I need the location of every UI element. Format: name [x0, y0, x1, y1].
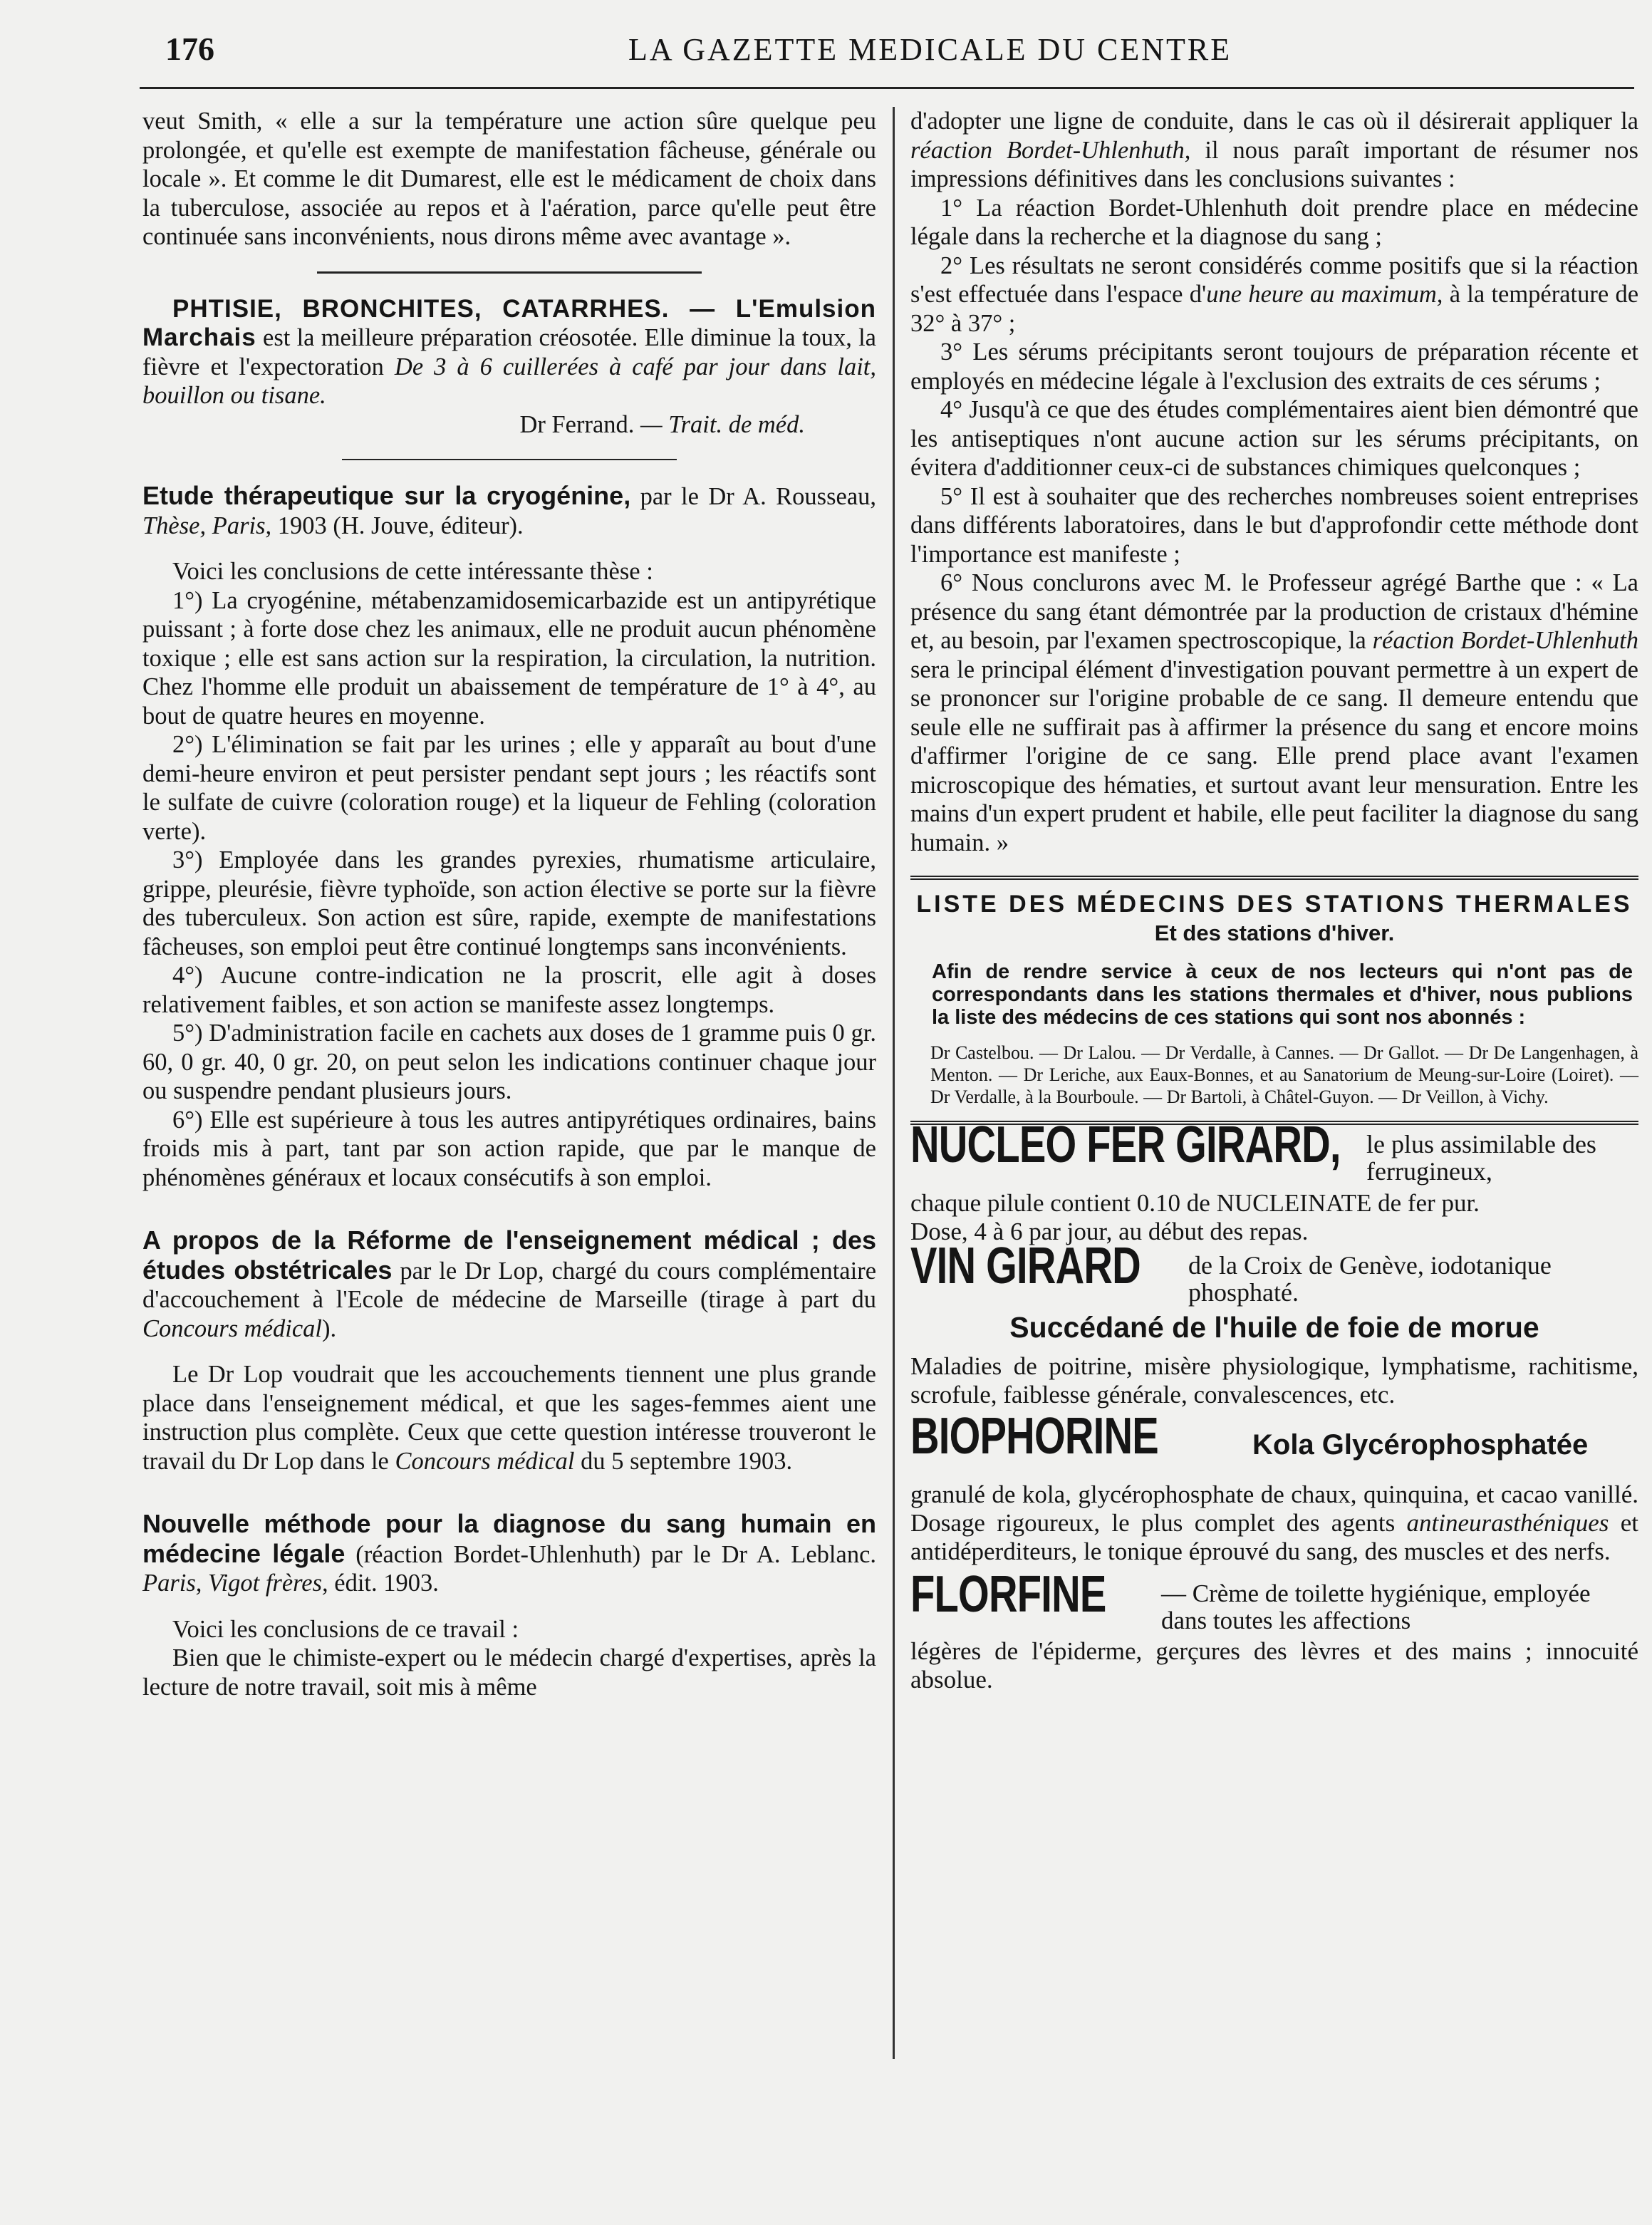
c2-a: 2° Les résultats ne seront considérés comme positifs que si la réaction s'est effectuée dans l'espace d' [910, 251, 1638, 308]
header-rule [140, 87, 1634, 89]
section-rule [910, 876, 1638, 880]
sang-by: (réaction Bordet-Uhlenhuth) par le Dr A. Leblanc. [355, 1540, 877, 1568]
c6-italic: réaction Bordet-Uhlenhuth [1372, 627, 1638, 654]
sang-title: Nouvelle méthode pour la diagnose du sang humain en médecine légale [142, 1509, 876, 1568]
running-title: LA GAZETTE MEDICALE DU CENTRE [628, 32, 1232, 67]
article-sang-heading [142, 1510, 876, 1598]
cryo-point-4: 4°) Aucune contre-indication ne la proscrit, elle agit à doses relativement faibles, et son action se manifeste assez longtemps. [142, 962, 876, 1018]
liste-intro: Afin de rendre service à ceux de nos lecteurs qui n'ont pas de correspondants dans les stations thermales et d'hiver, nous publions la liste des médecins de ces stations qui sont nos abonnés : [932, 960, 1633, 1029]
bio-text-b: et antidéperditeurs, le tonique éprouvé du sang, des muscles et des nerfs. [910, 1508, 1639, 1565]
column-divider [893, 107, 895, 2059]
cryo-point-1: 1°) La cryogénine, métabenzamidosemicarbazide est un antipyrétique puissant ; à forte dose chez les animaux, elle ne produit aucun phénomène toxique ; elle est sans action sur la respiration, la circulation, la nutrition. Chez l'homme elle produit un abaissement de température de 1° à 4°, au bout de quatre heures en moyenne. [142, 586, 876, 730]
sang-cont-a: d'adopter une ligne de conduite, dans le cas où il désirerait appliquer la [910, 108, 1638, 135]
ad-vin-girard [910, 1238, 1638, 1409]
bio-text-italic: antineurasthéniques [1406, 1508, 1609, 1537]
flo-side: — Crème de toilette hygiénique, employée dans toutes les affections [1161, 1579, 1591, 1634]
reforme-p1-end: du 5 septembre 1903. [581, 1447, 793, 1475]
nucleo-name: NUCLEO FER GIRARD, [910, 1116, 1341, 1173]
cryo-point-2: 2°) L'élimination se fait par les urines ; elle y apparaît au bout d'une demi-heure environ et peut persister pendant sept jours ; les réactifs sont le sulfate de cuivre (coloration rouge) et la liqueur de Fehling (coloration verte). [142, 731, 876, 845]
sang-pub: Paris, Vigot frères, [142, 1570, 328, 1597]
flo-name: FLORFINE [910, 1565, 1106, 1623]
reforme-end: ). [322, 1314, 337, 1342]
paragraph-intro: veut Smith, « elle a sur la température une action sûre quelque peu prolongée, et qu'elle est exempte de manifestation fâcheuse, générale ou locale ». Et comme le dit Dumarest, elle est le médicament de choix dans la tuberculose, associée au repos et à l'aération, parce qu'elle peut être continuée sans inconvénients, nous dirons même avec avantage ». [142, 108, 876, 250]
left-column [142, 107, 876, 1701]
sang-conclusion-3: 3° Les sérums précipitants seront toujours de préparation récente et employés en médecine légale à l'exclusion des extraits de ces sérums ; [910, 338, 1638, 395]
cryo-pub: 1903 (H. Jouve, éditeur). [277, 512, 524, 539]
cryo-intro: Voici les conclusions de cette intéressante thèse : [172, 558, 653, 585]
article-reforme-heading [142, 1226, 876, 1343]
reforme-title: A propos de la Réforme de l'enseignement médical ; des études obstétricales [142, 1225, 876, 1285]
liste-subtitle: Et des stations d'hiver. [1154, 920, 1395, 945]
sang-conclusion-4: 4° Jusqu'à ce que des études complémentaires aient bien démontré que les antiseptiques n'ont aucune action sur les sérums précipitants, on évitera d'additionner ceux-ci de substances chimiques quelconques ; [910, 396, 1638, 481]
vin-side: de la Croix de Genève, iodotanique phosphaté. [1188, 1251, 1552, 1307]
sang-cont-b: il nous paraît important de résumer nos impressions définitives dans les conclusions suivantes : [910, 136, 1638, 192]
ad-biophorine [910, 1407, 1639, 1566]
reforme-p1: Le Dr Lop voudrait que les accouchements tiennent une plus grande place dans l'enseignement médical, et que les sages-femmes aient une instruction plus complète. Ceux que cette question intéresse trouveront le travail du Dr Lop dans le [142, 1361, 876, 1475]
right-column [910, 107, 1638, 1694]
sang-conclusion-2 [910, 251, 1638, 338]
section-separator [317, 271, 702, 274]
phtisie-title: PHTISIE, BRONCHITES, CATARRHES. — L'Emulsion Marchais [142, 294, 876, 351]
sang-intro: Voici les conclusions de ce travail : [172, 1615, 519, 1643]
reforme-by: par le Dr Lop, chargé du cours complémentaire d'accouchement à l'Ecole de médecine de Marseille (tirage à part du [142, 1257, 877, 1313]
cryo-point-5: 5°) D'administration facile en cachets aux doses de 1 gramme puis 0 gr. 60, 0 gr. 40, 0 gr. 20, on peut selon les indications continuer chaque jour ou suspendre pendant plusieurs jours. [142, 1020, 876, 1104]
vin-text: Maladies de poitrine, misère physiologique, lymphatisme, rachitisme, scrofule, faiblesse générale, convalescences, etc. [910, 1352, 1638, 1409]
section-separator [342, 459, 677, 460]
ad-florfine [910, 1565, 1638, 1694]
page-header [165, 30, 1640, 77]
article-cryogenine-heading [142, 482, 876, 540]
bio-text-a: granulé de kola, glycérophosphate de chaux, quinquina, et cacao vanillé. Dosage rigoureux, le plus complet des agents [910, 1480, 1638, 1537]
flo-text: légères de l'épiderme, gerçures des lèvres et des mains ; innocuité absolue. [910, 1637, 1638, 1694]
reforme-source: Concours médical [142, 1314, 323, 1342]
bio-text [910, 1480, 1638, 1566]
reforme-p1-source: Concours médical [395, 1447, 575, 1475]
sang-conclusion-5: 5° Il est à souhaiter que des recherches nombreuses soient entreprises dans différents laboratoires, dans le but d'approfondir cette méthode dont l'importance est manifeste ; [910, 482, 1638, 568]
phtisie-sig-ref: — Trait. de méd. [640, 410, 805, 438]
vin-subtitle: Succédané de l'huile de foie de morue [1009, 1311, 1539, 1344]
liste-doctors: Dr Castelbou. — Dr Lalou. — Dr Verdalle, à Cannes. — Dr Gallot. — Dr De Langenhagen, à Menton. — Dr Leriche, aux Eaux-Bonnes, et au Sanatorium de Meung-sur-Loire (Loiret). — Dr Verdalle, à la Bourboule. — Dr Bartoli, à Châtel-Guyon. — Dr Veillon, à Vichy. [930, 1042, 1638, 1107]
sang-conclusion-6 [910, 569, 1638, 857]
phtisie-text: est la meilleure préparation créosotée. Elle diminue la toux, la fièvre et l'expectoration [142, 324, 876, 380]
vin-name: VIN GIRARD [910, 1238, 1141, 1295]
c6-a: 6° Nous conclurons avec M. le Professeur agrégé Barthe que : « La présence du sang étant démontrée par la production de cristaux d'hémine et, au besoin, par l'examen spectroscopique, la [910, 569, 1638, 654]
nucleo-line-1: chaque pilule contient 0.10 de NUCLEINATE de fer pur. [910, 1189, 1480, 1217]
cryo-these: Thèse, Paris, [142, 512, 272, 539]
reforme-paragraph [142, 1360, 876, 1475]
liste-title: LISTE DES MÉDECINS DES STATIONS THERMALES [916, 891, 1633, 918]
c6-b: sera le principal élément d'investigation pouvant permettre à un expert de se prononcer sur l'origine probable de ce sang. Il demeure entendu que seule elle ne suffirait pas à affirmer la présence du sang et encore moins d'affirmer l'origine de ce sang. Elle prend place avant l'examen microscopique des hématies, et surtout avant leur mensuration. Entre les mains d'un expert prudent et habile, elle peut faciliter la diagnose du sang humain. » [910, 655, 1638, 856]
sang-conclusion-1: 1° La réaction Bordet-Uhlenhuth doit prendre place en médecine légale dans la recherche et la diagnose du sang ; [910, 194, 1638, 250]
ad-nucleo-fer-girard [910, 1116, 1638, 1246]
c2-italic: une heure au maximum, [1206, 281, 1443, 308]
nucleo-line-2: Dose, 4 à 6 par jour, au début des repas. [910, 1218, 1309, 1245]
page-number: 176 [165, 31, 214, 67]
phtisie-dose: De 3 à 6 cuillerées à café par jour dans lait, bouillon ou tisane. [142, 353, 877, 409]
bio-side: Kola Glycérophosphatée [1252, 1428, 1589, 1461]
bio-name: BIOPHORINE [910, 1407, 1158, 1465]
sang-cont-reaction: réaction Bordet-Uhlenhuth, [910, 136, 1191, 164]
cryo-point-6: 6°) Elle est supérieure à tous les autres antipyrétiques ordinaires, bains froids mis à part, tant par son action rapide, que par le manque de phénomènes généraux et locaux consécutifs à son emploi. [142, 1106, 876, 1191]
phtisie-sig-name: Dr Ferrand. [519, 410, 635, 438]
article-phtisie [142, 295, 876, 410]
sang-year: édit. 1903. [334, 1570, 439, 1597]
cryo-title: Etude thérapeutique sur la cryogénine, [142, 481, 631, 510]
sang-paragraph: Bien que le chimiste-expert ou le médecin chargé d'expertises, après la lecture de notre travail, soit mis à même [142, 1644, 876, 1701]
nucleo-side: le plus assimilable des ferrugineux, [1366, 1130, 1596, 1186]
c2-b: à la température de 32° à 37° ; [910, 281, 1639, 337]
phtisie-signature [142, 410, 876, 440]
cryo-point-3: 3°) Employée dans les grandes pyrexies, rhumatisme articulaire, grippe, pleurésie, fièvre typhoïde, son action élective se porte sur la fièvre des tuberculeux. Son action est sûre, rapide, exempte de manifestations fâcheuses, son emploi peut être continué longtemps sans inconvénients. [142, 846, 876, 960]
cryo-by: par le Dr A. Rousseau, [640, 483, 877, 510]
cryo-conclusions [142, 557, 876, 1192]
sang-continuation [910, 107, 1638, 194]
